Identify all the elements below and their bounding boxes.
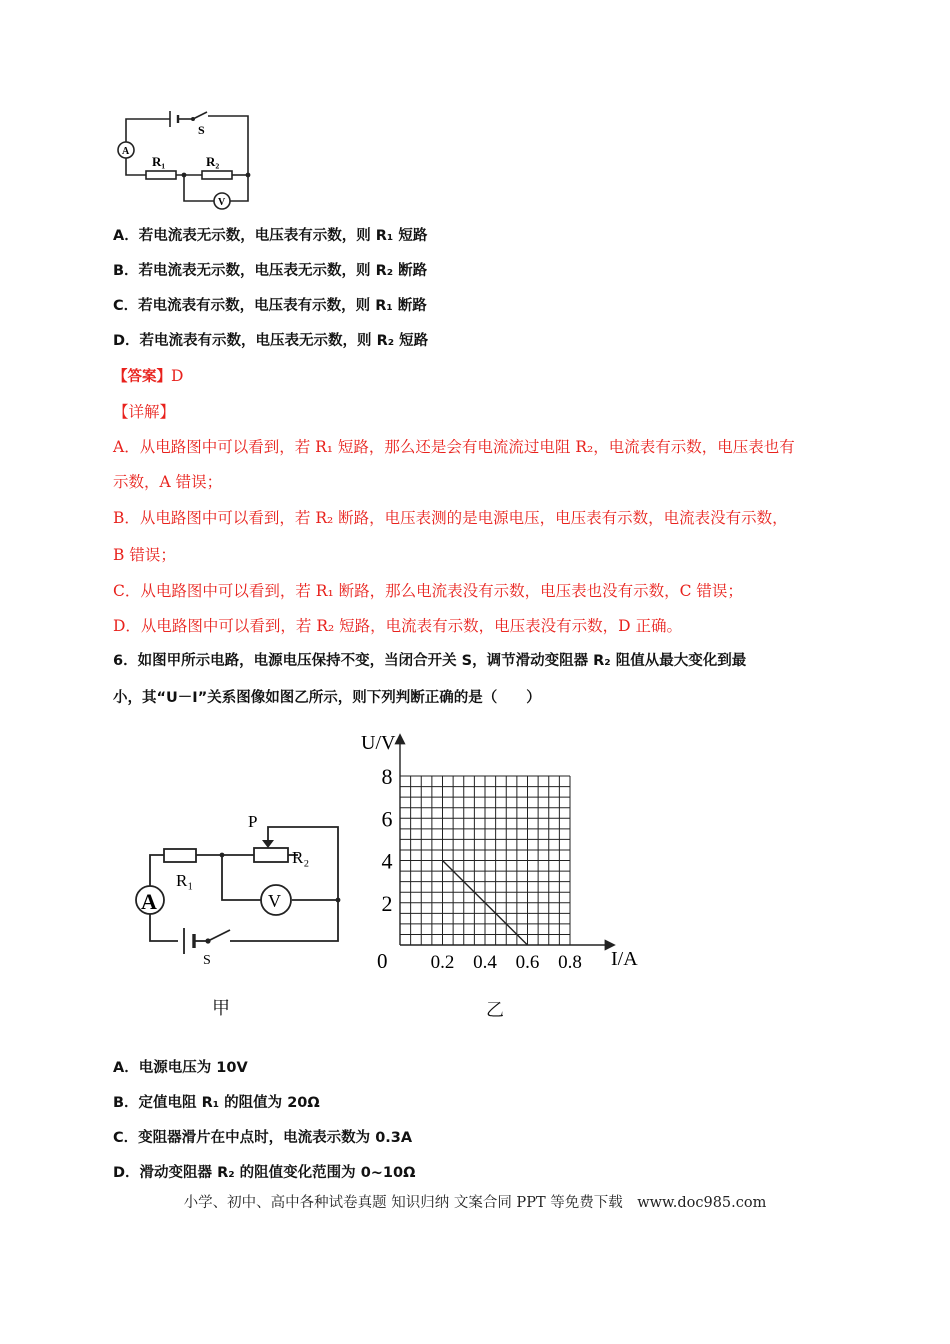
answer-label: 【答案】 (113, 369, 171, 385)
detail-line-5: C．从电路图中可以看到，若 R₁ 断路，那么电流表没有示数，电压表也没有示数，C 错误； (113, 582, 743, 600)
detail-line-4: B 错误； (113, 546, 176, 564)
q6-option-c: C．变阻器滑片在中点时，电流表示数为 0.3A (113, 1130, 413, 1146)
q6-r1-label: R₁ (176, 871, 194, 890)
detail-label: 【详解】 (113, 403, 176, 421)
q6-option-b: B．定值电阻 R₁ 的阻值为 20Ω (113, 1095, 320, 1111)
detail-line-2: 示数，A 错误； (113, 473, 223, 491)
x-tick-label: 0.2 (430, 952, 455, 973)
x-tick-label: 0.4 (473, 952, 497, 973)
q6-ammeter-label: A (141, 889, 157, 914)
q6-p-label: P (248, 812, 258, 831)
q6-stem-line-1: 6．如图甲所示电路，电源电压保持不变，当闭合开关 S，调节滑动变阻器 R₂ 阻值从最大变化到最 (113, 653, 747, 669)
q6-r2-label: R₂ (292, 848, 310, 867)
q6-voltmeter-label: V (268, 891, 281, 911)
y-tick-label: 8 (381, 764, 393, 789)
q5-switch-label: S (198, 123, 205, 137)
x-tick-label: 0.8 (558, 952, 582, 973)
origin-label: 0 (377, 949, 388, 973)
q5-option-a: A．若电流表无示数，电压表有示数，则 R₁ 短路 (113, 228, 428, 244)
q5-answer (113, 366, 183, 387)
q5-ammeter-label: A (122, 146, 130, 157)
caption-yi: 乙 (486, 1000, 504, 1021)
q5-r2-label: R₂ (206, 154, 220, 169)
answer-value: D (171, 367, 184, 385)
x-tick-label: 0.6 (515, 952, 540, 973)
q5-option-d: D．若电流表有示数，电压表无示数，则 R₂ 短路 (113, 333, 429, 349)
q6-stem-line-2: 小，其“U－I”关系图像如图乙所示，则下列判断正确的是（ ） (113, 690, 541, 706)
detail-line-1: A．从电路图中可以看到，若 R₁ 短路，那么还是会有电流流过电阻 R₂，电流表有示数，电压表也有 (113, 438, 795, 456)
x-axis-label: I/A (611, 948, 638, 970)
caption-jia: 甲 (212, 998, 230, 1019)
y-tick-label: 4 (381, 848, 393, 874)
q5-r1-label: R₁ (152, 154, 166, 169)
y-tick-label: 6 (381, 806, 393, 832)
y-tick-label: 2 (381, 890, 393, 916)
q5-voltmeter-label: V (218, 197, 226, 208)
q5-circuit-diagram (110, 104, 260, 214)
q6-option-d: D．滑动变阻器 R₂ 的阻值变化范围为 0~10Ω (113, 1165, 416, 1181)
detail-line-6: D．从电路图中可以看到，若 R₂ 短路，电流表有示数，电压表没有示数，D 正确。 (113, 617, 683, 635)
q6-circuit-diagram (128, 808, 348, 970)
q6-switch-label: S (203, 953, 211, 968)
q5-option-b: B．若电流表无示数，电压表无示数，则 R₂ 断路 (113, 263, 428, 279)
q6-option-a: A．电源电压为 10V (113, 1060, 248, 1076)
ui-chart (355, 728, 655, 978)
detail-line-3: B．从电路图中可以看到，若 R₂ 断路，电压表测的是电源电压，电压表有示数，电流表没有示数， (113, 509, 788, 527)
footer-text: 小学、初中、高中各种试卷真题 知识归纳 文案合同 PPT 等免费下载 www.doc985.com (183, 1195, 767, 1211)
y-axis-label: U/V (361, 732, 396, 754)
q5-option-c: C．若电流表有示数，电压表有示数，则 R₁ 断路 (113, 298, 427, 314)
